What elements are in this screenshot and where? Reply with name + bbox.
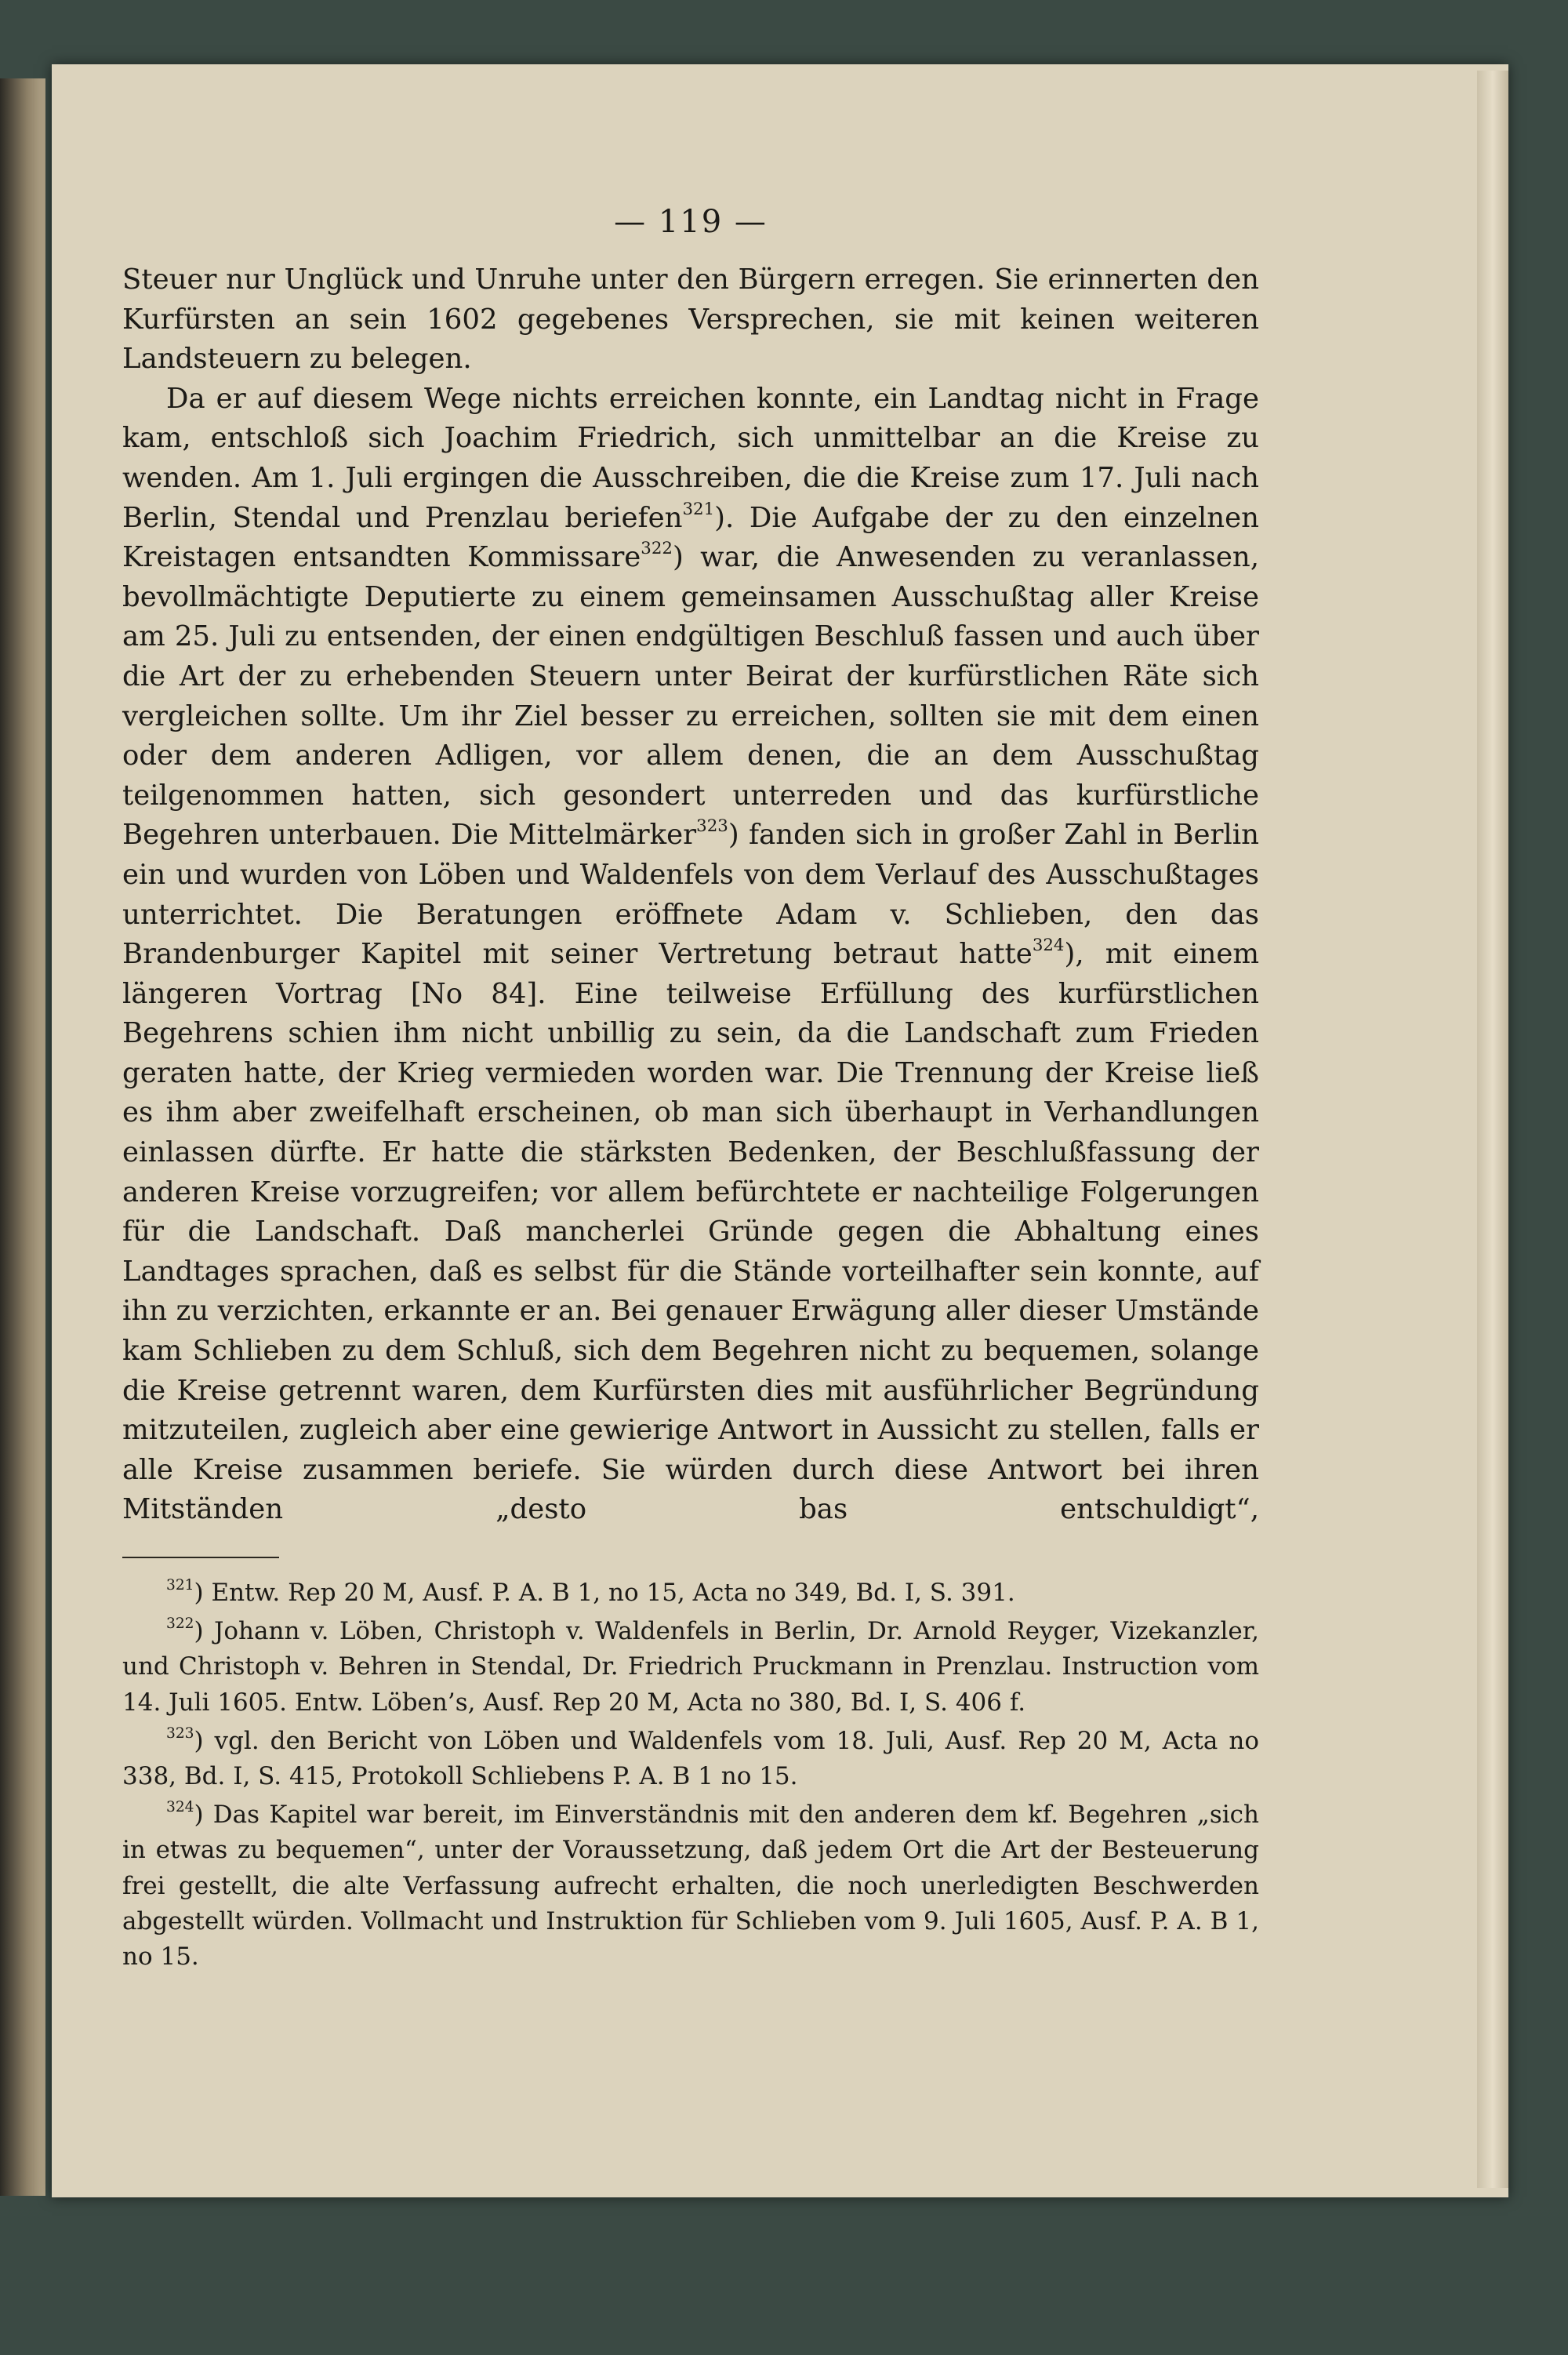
footnote-text: ) vgl. den Bericht von Löben und Waldenfels vom 18. Juli, Ausf. Rep 20 M, Acta no 338, Bd. I, S. 415, Protokoll Schliebens P. A. B 1 no 15. [122,1726,1259,1791]
body-text [122,260,1259,1530]
footnote-number: 322 [166,1615,194,1633]
footnote-text: ) Johann v. Löben, Christoph v. Waldenfels in Berlin, Dr. Arnold Reyger, Vizekanzler, und Christoph v. Behren in Stendal, Dr. Friedrich Pruckmann in Prenzlau. Instruction vom 14. Juli 1605. Entw. Löben’s, Ausf. Rep 20 M, Acta no 380, Bd. I, S. 406 f. [122,1617,1259,1717]
footnote-number: 324 [166,1799,194,1816]
paragraph-2-part-d: ) fanden sich in großer Zahl in Berlin ein und wurden von Löben und Waldenfels von dem Verlauf des Ausschußtages unterrichtet. Die Beratungen eröffnete Adam v. Schlieben, den das Brandenburger Kapitel mit seiner Vertretung betraut hatte [122,819,1259,971]
page-number: — 119 — [614,204,768,240]
page-stack-edge [1477,71,1508,2188]
footnote-number: 321 [166,1577,194,1594]
footnote-ref-323: 323 [696,816,728,837]
footnote-ref-322: 322 [641,539,673,559]
footnote-text: ) Entw. Rep 20 M, Ausf. P. A. B 1, no 15, Acta no 349, Bd. I, S. 391. [194,1579,1015,1607]
facing-page-edge [0,78,45,2196]
paragraph-2-part-a: Da er auf diesem Wege nichts erreichen konnte, ein Landtag nicht in Frage kam, entschloß sich Joachim Friedrich, sich unmittelbar an die Kreise zu wenden. Am 1. Juli ergingen die Ausschreiben, die die Kreise zum 17. Juli nach Berlin, Stendal und Prenzlau beriefen [122,382,1259,534]
footnote-ref-324: 324 [1032,936,1065,956]
paragraph-1: Steuer nur Unglück und Unruhe unter den Bürgern erregen. Sie erinnerten den Kurfürsten an sein 1602 gegebenes Versprechen, sie mit keinen weiteren Landsteuern zu belegen. [122,263,1259,376]
text-block [122,202,1259,1975]
footnote-separator [122,1557,279,1558]
footnote-323 [122,1724,1259,1794]
paragraph-2 [122,380,1259,1530]
paragraph-2-part-b: ). Die Aufgabe der zu den einzelnen Kreistagen entsandten Kommissare [122,501,1259,574]
footnote-ref-321: 321 [682,499,715,519]
paragraph-2-part-c: ) war, die Anwesenden zu veranlassen, bevollmächtigte Deputierte zu einem gemeinsamen Ausschußtag aller Kreise am 25. Juli zu entsenden, der einen endgültigen Beschluß fassen und auch über die Art der zu erhebenden Steuern unter Beirat der kurfürstlichen Räte sich vergleichen sollte. Um ihr Ziel besser zu erreichen, sollten sie mit dem einen oder dem anderen Adligen, vor allem denen, die an dem Ausschußtag teilgenommen hatten, sich gesondert unterreden und das kurfürstliche Begehren unterbauen. Die Mittelmärker [122,541,1259,852]
footnote-number: 323 [166,1724,194,1742]
footnote-text: ) Das Kapitel war bereit, im Einverständnis mit den anderen dem kf. Begehren „sich in etwas zu bequemen“, unter der Voraussetzung, daß jedem Ort die Art der Besteuerung frei gestellt, die alte Verfassung aufrecht erhalten, die noch unerledigten Beschwerden abgestellt würden. Vollmacht und Instruktion für Schlieben vom 9. Juli 1605, Ausf. P. A. B 1, no 15. [122,1801,1259,1972]
footnote-322 [122,1614,1259,1721]
footnote-324 [122,1797,1259,1975]
footnotes [122,1575,1259,1975]
footnote-321 [122,1575,1259,1611]
paragraph-2-part-e: ), mit einem längeren Vortrag [No 84]. Eine teilweise Erfüllung des kurfürstlichen Begehrens schien ihm nicht unbillig zu sein, da die Landschaft zum Frieden geraten hatte, der Krieg vermieden worden war. Die Trennung der Kreise ließ es ihm aber zweifelhaft erscheinen, ob man sich überhaupt in Verhandlungen einlassen dürfte. Er hatte die stärksten Bedenken, der Beschlußfassung der anderen Kreise vorzugreifen; vor allem befürchtete er nachteilige Folgerungen für die Landschaft. Daß mancherlei Gründe gegen die Abhaltung eines Landtages sprachen, daß es selbst für die Stände vorteilhafter sein konnte, auf ihn zu verzichten, erkannte er an. Bei genauer Erwägung aller dieser Umstände kam Schlieben zu dem Schluß, sich dem Begehren nicht zu bequemen, solange die Kreise getrennt waren, dem Kurfürsten dies mit ausführlicher Begründung mitzuteilen, zugleich aber eine gewierige Antwort in Aussicht zu stellen, falls er alle Kreise zusammen beriefe. Sie würden durch diese Antwort bei ihren Mitständen „desto bas entschuldigt“, [122,938,1259,1526]
